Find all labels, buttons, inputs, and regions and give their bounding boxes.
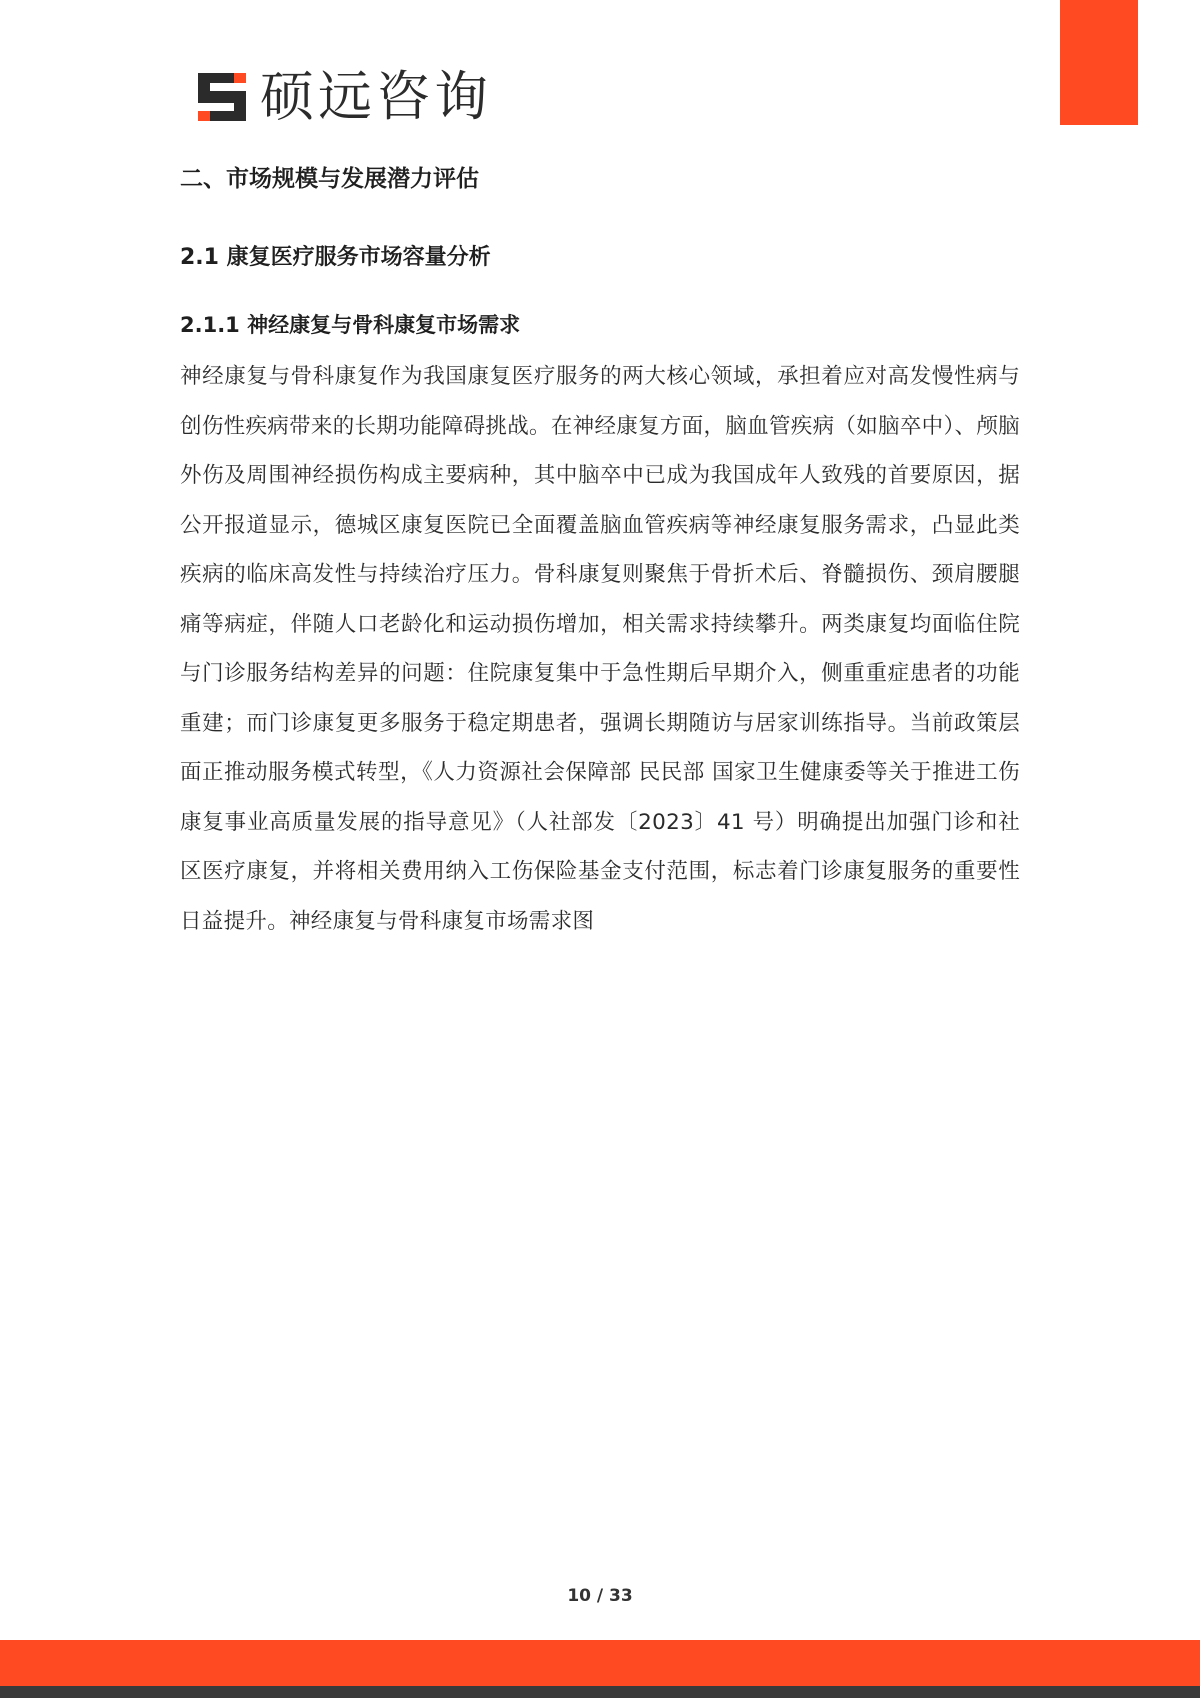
- footer-dark-strip: [0, 1686, 1200, 1698]
- s-block-logo-icon: [194, 69, 250, 125]
- brand-name: 硕远咨询: [260, 65, 492, 128]
- section-title: 二、市场规模与发展潜力评估: [180, 166, 479, 192]
- page-number: 10 / 33: [567, 1586, 633, 1606]
- body-paragraph: 神经康复与骨科康复作为我国康复医疗服务的两大核心领域，承担着应对高发慢性病与创伤性疾病带来的长期功能障碍挑战。在神经康复方面，脑血管疾病（如脑卒中）、颅脑外伤及周围神经损伤构成主要病种，其中脑卒中已成为我国成年人致残的首要原因，据公开报道显示，德城区康复医院已全面覆盖脑血管疾病等神经康复服务需求，凸显此类疾病的临床高发性与持续治疗压力。骨科康复则聚焦于骨折术后、脊髓损伤、颈肩腰腿痛等病症，伴随人口老龄化和运动损伤增加，相关需求持续攀升。两类康复均面临住院与门诊服务结构差异的问题：住院康复集中于急性期后早期介入，侧重重症患者的功能重建；而门诊康复更多服务于稳定期患者，强调长期随访与居家训练指导。当前政策层面正推动服务模式转型，《人力资源社会保障部 民民部 国家卫生健康委等关于推进工伤康复事业高质量发展的指导意见》（人社部发〔2023〕41 号）明确提出加强门诊和社区医疗康复，并将相关费用纳入工伤保险基金支付范围，标志着门诊康复服务的重要性日益提升。神经康复与骨科康复市场需求图: [180, 364, 1020, 934]
- brand-logo: [194, 66, 492, 128]
- subsection-title: 2.1 康复医疗服务市场容量分析: [180, 245, 491, 270]
- corner-accent-tab: [1060, 0, 1138, 125]
- footer-accent-bar: [0, 1640, 1200, 1686]
- subsubsection-title: 2.1.1 神经康复与骨科康复市场需求: [180, 313, 521, 337]
